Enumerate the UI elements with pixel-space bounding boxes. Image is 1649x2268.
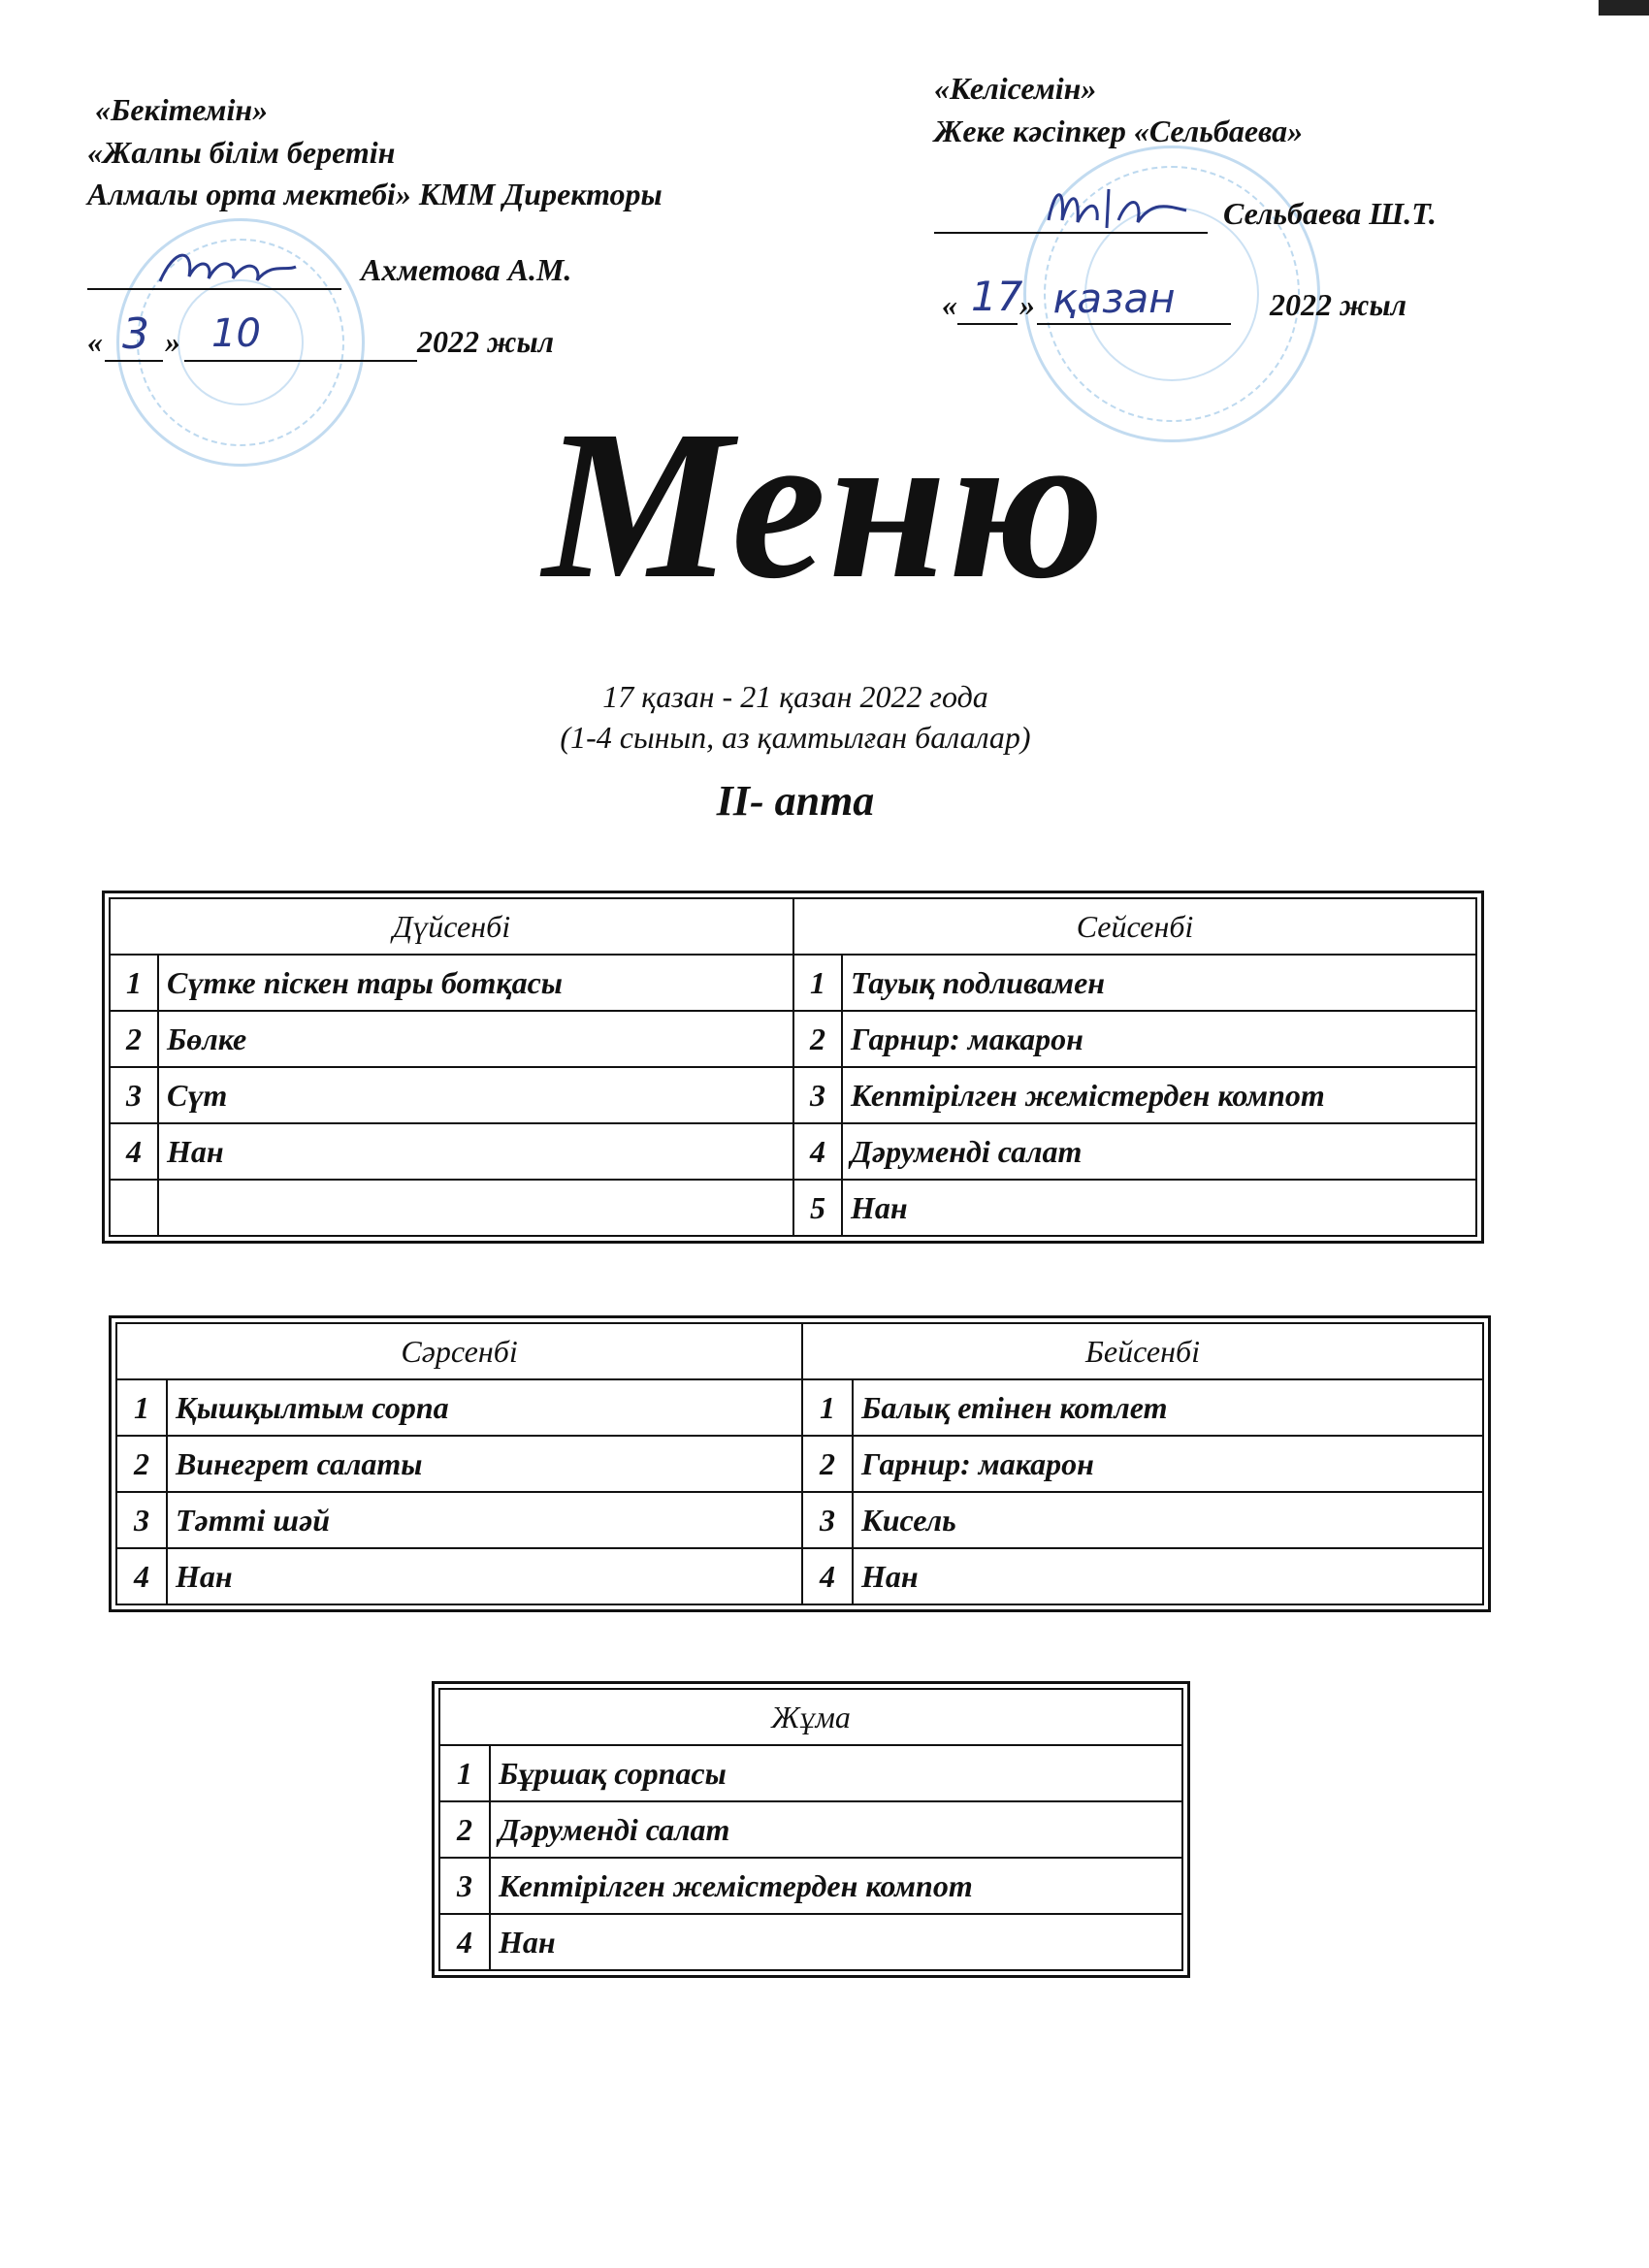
dish-name: Қышқылтым сорпа [167,1379,802,1436]
dish-name: Кептірілген жемістерден компот [842,1067,1476,1123]
table-row [110,1011,1476,1067]
item-number: 4 [439,1914,490,1970]
signature-row [87,238,844,304]
date-row [87,308,844,377]
day-header-thursday: Бейсенбі [802,1323,1483,1379]
dish-name: Нан [158,1123,793,1180]
dish-name: Балық етінен котлет [853,1379,1483,1436]
item-number: 3 [116,1492,167,1548]
audience-text: (1-4 сынып, аз қамтылған балалар) [560,720,1031,755]
table-header-row [110,898,1476,955]
item-number: 1 [439,1745,490,1801]
table-row [110,955,1476,1011]
menu-table-wed-thu [109,1315,1491,1612]
dish-name: Нан [842,1180,1476,1236]
item-number: 4 [110,1123,158,1180]
dish-name: Сүтке піскен тары ботқасы [158,955,793,1011]
quote-close: » [1019,287,1035,323]
dish-name: Кептірілген жемістерден компот [490,1858,1182,1914]
dish-name: Тауық подливамен [842,955,1476,1011]
item-number: 4 [116,1548,167,1604]
dish-name: Нан [490,1914,1182,1970]
item-number: 1 [793,955,842,1011]
scan-corner-mark [1599,0,1649,16]
table-row [110,1180,1476,1236]
approval-block-right [934,68,1633,339]
item-number: 5 [793,1180,842,1236]
table-row [439,1914,1182,1970]
empty-cell [110,1180,158,1236]
week-label: II- апта [716,777,875,825]
entrepreneur-signature [1041,181,1196,251]
item-number: 1 [116,1379,167,1436]
approval-heading: «Бекітемін» [95,92,269,127]
table-row [439,1745,1182,1801]
year-label: 2022 жыл [417,323,555,359]
item-number: 2 [802,1436,853,1492]
dish-name: Дәрумендi салат [842,1123,1476,1180]
table-row [116,1379,1483,1436]
item-number: 4 [802,1548,853,1604]
table-row [116,1492,1483,1548]
director-signature [155,238,301,311]
menu-table-mon-tue [102,891,1484,1244]
item-number: 1 [110,955,158,1011]
director-title: Алмалы орта мектебі» КММ Директоры [87,177,663,212]
table-row [439,1801,1182,1858]
dish-name: Винегрет салаты [167,1436,802,1492]
item-number: 2 [439,1801,490,1858]
item-number: 1 [802,1379,853,1436]
table-row [116,1548,1483,1604]
item-number: 2 [793,1011,842,1067]
dish-name: Тәтті шәй [167,1492,802,1548]
date-row [934,273,1633,339]
table-row [116,1436,1483,1492]
day-handwritten: 3 [122,308,149,359]
period-text: 17 қазан - 21 қазан 2022 года [602,679,988,714]
item-number: 4 [793,1123,842,1180]
dish-name: Сүт [158,1067,793,1123]
dish-name: Гарнир: макарон [853,1436,1483,1492]
quote-open: « [942,287,957,323]
table-row [439,1858,1182,1914]
month-handwritten: 10 [211,310,261,356]
item-number: 3 [439,1858,490,1914]
dish-name: Гарнир: макарон [842,1011,1476,1067]
item-number: 2 [116,1436,167,1492]
dish-name: Дәрумендi салат [490,1801,1182,1858]
dish-name: Нан [853,1548,1483,1604]
quote-open: « [87,323,103,359]
day-handwritten: 17 [971,273,1023,321]
month-handwritten: қазан [1052,275,1176,323]
item-number: 3 [110,1067,158,1123]
day-header-friday: Жұма [439,1689,1182,1745]
dish-name: Нан [167,1548,802,1604]
organization-line: «Жалпы білім беретін [87,134,396,170]
director-name: Ахметова А.М. [361,251,572,287]
entrepreneur-name: Сельбаева Ш.Т. [1223,196,1437,232]
item-number: 2 [110,1011,158,1067]
approval-block-left [87,89,844,377]
entrepreneur-line: Жеке кәсіпкер «Сельбаева» [934,113,1304,148]
menu-table-friday [432,1681,1190,1978]
dish-name: Кисель [853,1492,1483,1548]
table-row [110,1067,1476,1123]
signature-row [934,181,1633,247]
table-header-row [439,1689,1182,1745]
day-header-tuesday: Сейсенбі [793,898,1476,955]
empty-cell [158,1180,793,1236]
dish-name: Бұршақ сорпасы [490,1745,1182,1801]
year-label: 2022 жыл [1270,287,1407,323]
approval-heading: «Келісемін» [934,71,1097,106]
day-header-monday: Дүйсенбі [110,898,793,955]
item-number: 3 [802,1492,853,1548]
table-row [110,1123,1476,1180]
dish-name: Бөлке [158,1011,793,1067]
quote-close: » [165,323,180,359]
table-header-row [116,1323,1483,1379]
page-title: Меню [542,386,1107,623]
item-number: 3 [793,1067,842,1123]
day-header-wednesday: Сәрсенбі [116,1323,802,1379]
